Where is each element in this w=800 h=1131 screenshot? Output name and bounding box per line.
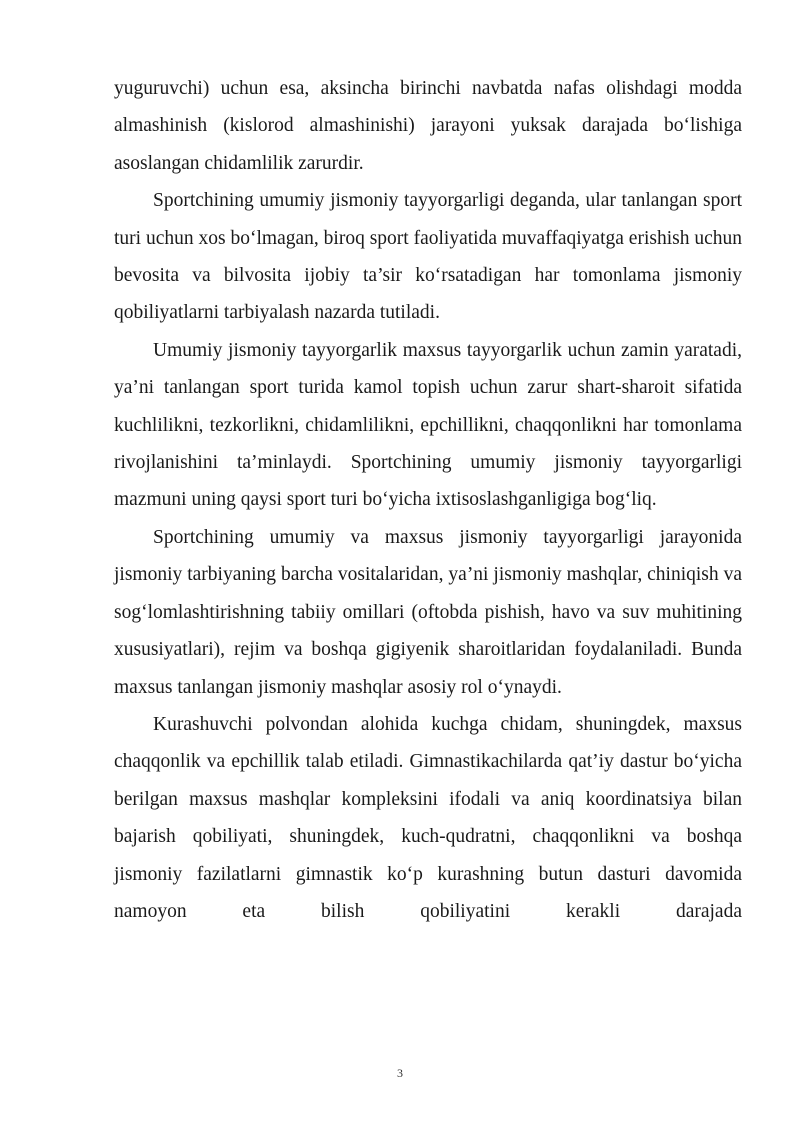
paragraph-4: Sportchining umumiy va maxsus jismoniy tayyorgarligi jarayonida jismoniy tarbiyaning barcha vositalaridan, ya’ni jismoniy mashqlar, chiniqish va sog‘lomlashtirishning tabiiy omillari (oftobda pishish, havo va suv muhitining xususiyatlari), rejim va boshqa gigiyenik sharoitlaridan foydalaniladi. Bunda maxsus tanlangan jismoniy mashqlar asosiy rol o‘ynaydi. [114, 526, 742, 698]
paragraph-5: Kurashuvchi polvondan alohida kuchga chidam, shuningdek, maxsus chaqqonlik va epchillik talab etiladi. Gimnastikachilarda qat’iy dastur bo‘yicha berilgan maxsus mashqlar kompleksini ifodali va aniq koordinatsiya bilan bajarish qobiliyati, shuningdek, kuch-qudratni, chaqqonlikni va boshqa jismoniy fazilatlarni gimnastik ko‘p kurashning butun dasturi davomida namoyon eta bilish qobiliyatini kerakli darajada [114, 713, 742, 922]
page-number: 3 [397, 1066, 403, 1080]
body-text [114, 70, 742, 930]
paragraph-3: Umumiy jismoniy tayyorgarlik maxsus tayyorgarlik uchun zamin yaratadi, ya’ni tanlangan sport turida kamol topish uchun zarur shart-sharoit sifatida kuchlilikni, tezkorlikni, chidamlilikni, epchillikni, chaqqonlikni har tomonlama rivojlanishini ta’minlaydi. Sportchining umumiy jismoniy tayyorgarligi mazmuni uning qaysi sport turi bo‘yicha ixtisoslashganligiga bog‘liq. [114, 339, 742, 511]
paragraph-1: yuguruvchi) uchun esa, aksincha birinchi navbatda nafas olishdagi modda almashinish (kislorod almashinishi) jarayoni yuksak darajada bo‘lishiga asoslangan chidamlilik zarurdir. [114, 78, 742, 174]
paragraph-2: Sportchining umumiy jismoniy tayyorgarligi deganda, ular tanlangan sport turi uchun xos bo‘lmagan, biroq sport faoliyatida muvaffaqiyatga erishish uchun bevosita va bilvosita ijobiy ta’sir ko‘rsatadigan har tomonlama jismoniy qobiliyatlarni tarbiyalash nazarda tutiladi. [114, 190, 742, 324]
